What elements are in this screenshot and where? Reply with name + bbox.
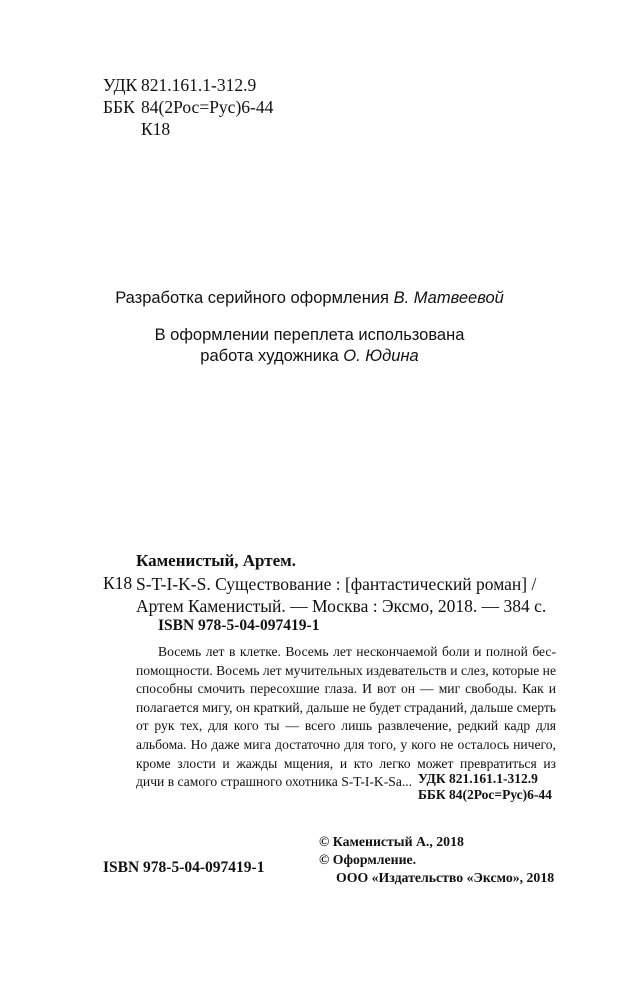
copyright-author: © Каменистый А., 2018 — [319, 834, 464, 849]
binding-credit — [0, 325, 619, 367]
author-sign: К18 — [141, 119, 171, 139]
title-description — [136, 573, 546, 617]
bbk-label: ББК — [103, 97, 135, 117]
annotation-line: дичи в самого страшного охотника S-T-I-K-Sa... — [136, 774, 413, 790]
index-sign: К18 — [103, 573, 133, 593]
copyright-block — [319, 833, 554, 887]
record-isbn: ISBN 978-5-04-097419-1 — [158, 617, 320, 634]
annotation-line: Восемь лет в клетке. Восемь лет нескончаемой боли и полной бес- — [158, 644, 556, 659]
series-designer-name: В. Матвеевой — [393, 289, 504, 307]
title-line-1: S-T-I-K-S. Существование : [фантастический роман] / — [136, 574, 537, 594]
series-design-text: Разработка серийного оформления — [115, 289, 394, 307]
binding-artist-name: О. Юдина — [343, 347, 419, 365]
bbk-row — [103, 96, 273, 118]
footer-codes — [418, 771, 552, 803]
udk-value: 821.161.1-312.9 — [141, 75, 257, 95]
bbk-value: 84(2Рос=Рус)6-44 — [141, 97, 274, 117]
footer-isbn: ISBN 978-5-04-097419-1 — [103, 859, 265, 876]
footer-udk: УДК 821.161.1-312.9 — [418, 771, 538, 786]
binding-line-2 — [0, 346, 619, 367]
annotation-line: кроме злости и жажды мщения, и кто легко может превратиться из — [136, 755, 556, 771]
udk-label: УДК — [103, 75, 138, 95]
series-design-credit — [0, 289, 619, 308]
copyright-design: © Оформление. — [319, 852, 417, 867]
title-line-2: Артем Каменистый. — Москва : Эксмо, 2018. — 384 с. — [136, 596, 547, 616]
binding-line-2-text: работа художника — [200, 347, 344, 365]
annotation-line: способны смочить пересохшие глаза. И вот он — миг свободы. Как и — [136, 681, 556, 697]
annotation-line: от рук тех, для кого ты — всего лишь развлечение, редкий кадр для — [136, 718, 556, 734]
copyright-publisher: ООО «Издательство «Эксмо», 2018 — [336, 870, 555, 885]
annotation — [136, 643, 556, 792]
binding-line-1: В оформлении переплета использована — [154, 326, 465, 344]
classification-codes — [103, 74, 273, 140]
annotation-line: помощности. Восемь лет мучительных издевательств и слез, которые не — [136, 662, 556, 678]
udk-row — [103, 74, 273, 96]
author-heading: Каменистый, Артем. — [136, 551, 297, 570]
annotation-line: полагается мигу, он краткий, дальше не будет страданий, дальше смерть — [136, 699, 556, 715]
footer-bbk: ББК 84(2Рос=Рус)6-44 — [418, 787, 552, 802]
annotation-line: альбома. Но даже мига достаточно для того, у кого не осталось ничего, — [136, 736, 556, 752]
